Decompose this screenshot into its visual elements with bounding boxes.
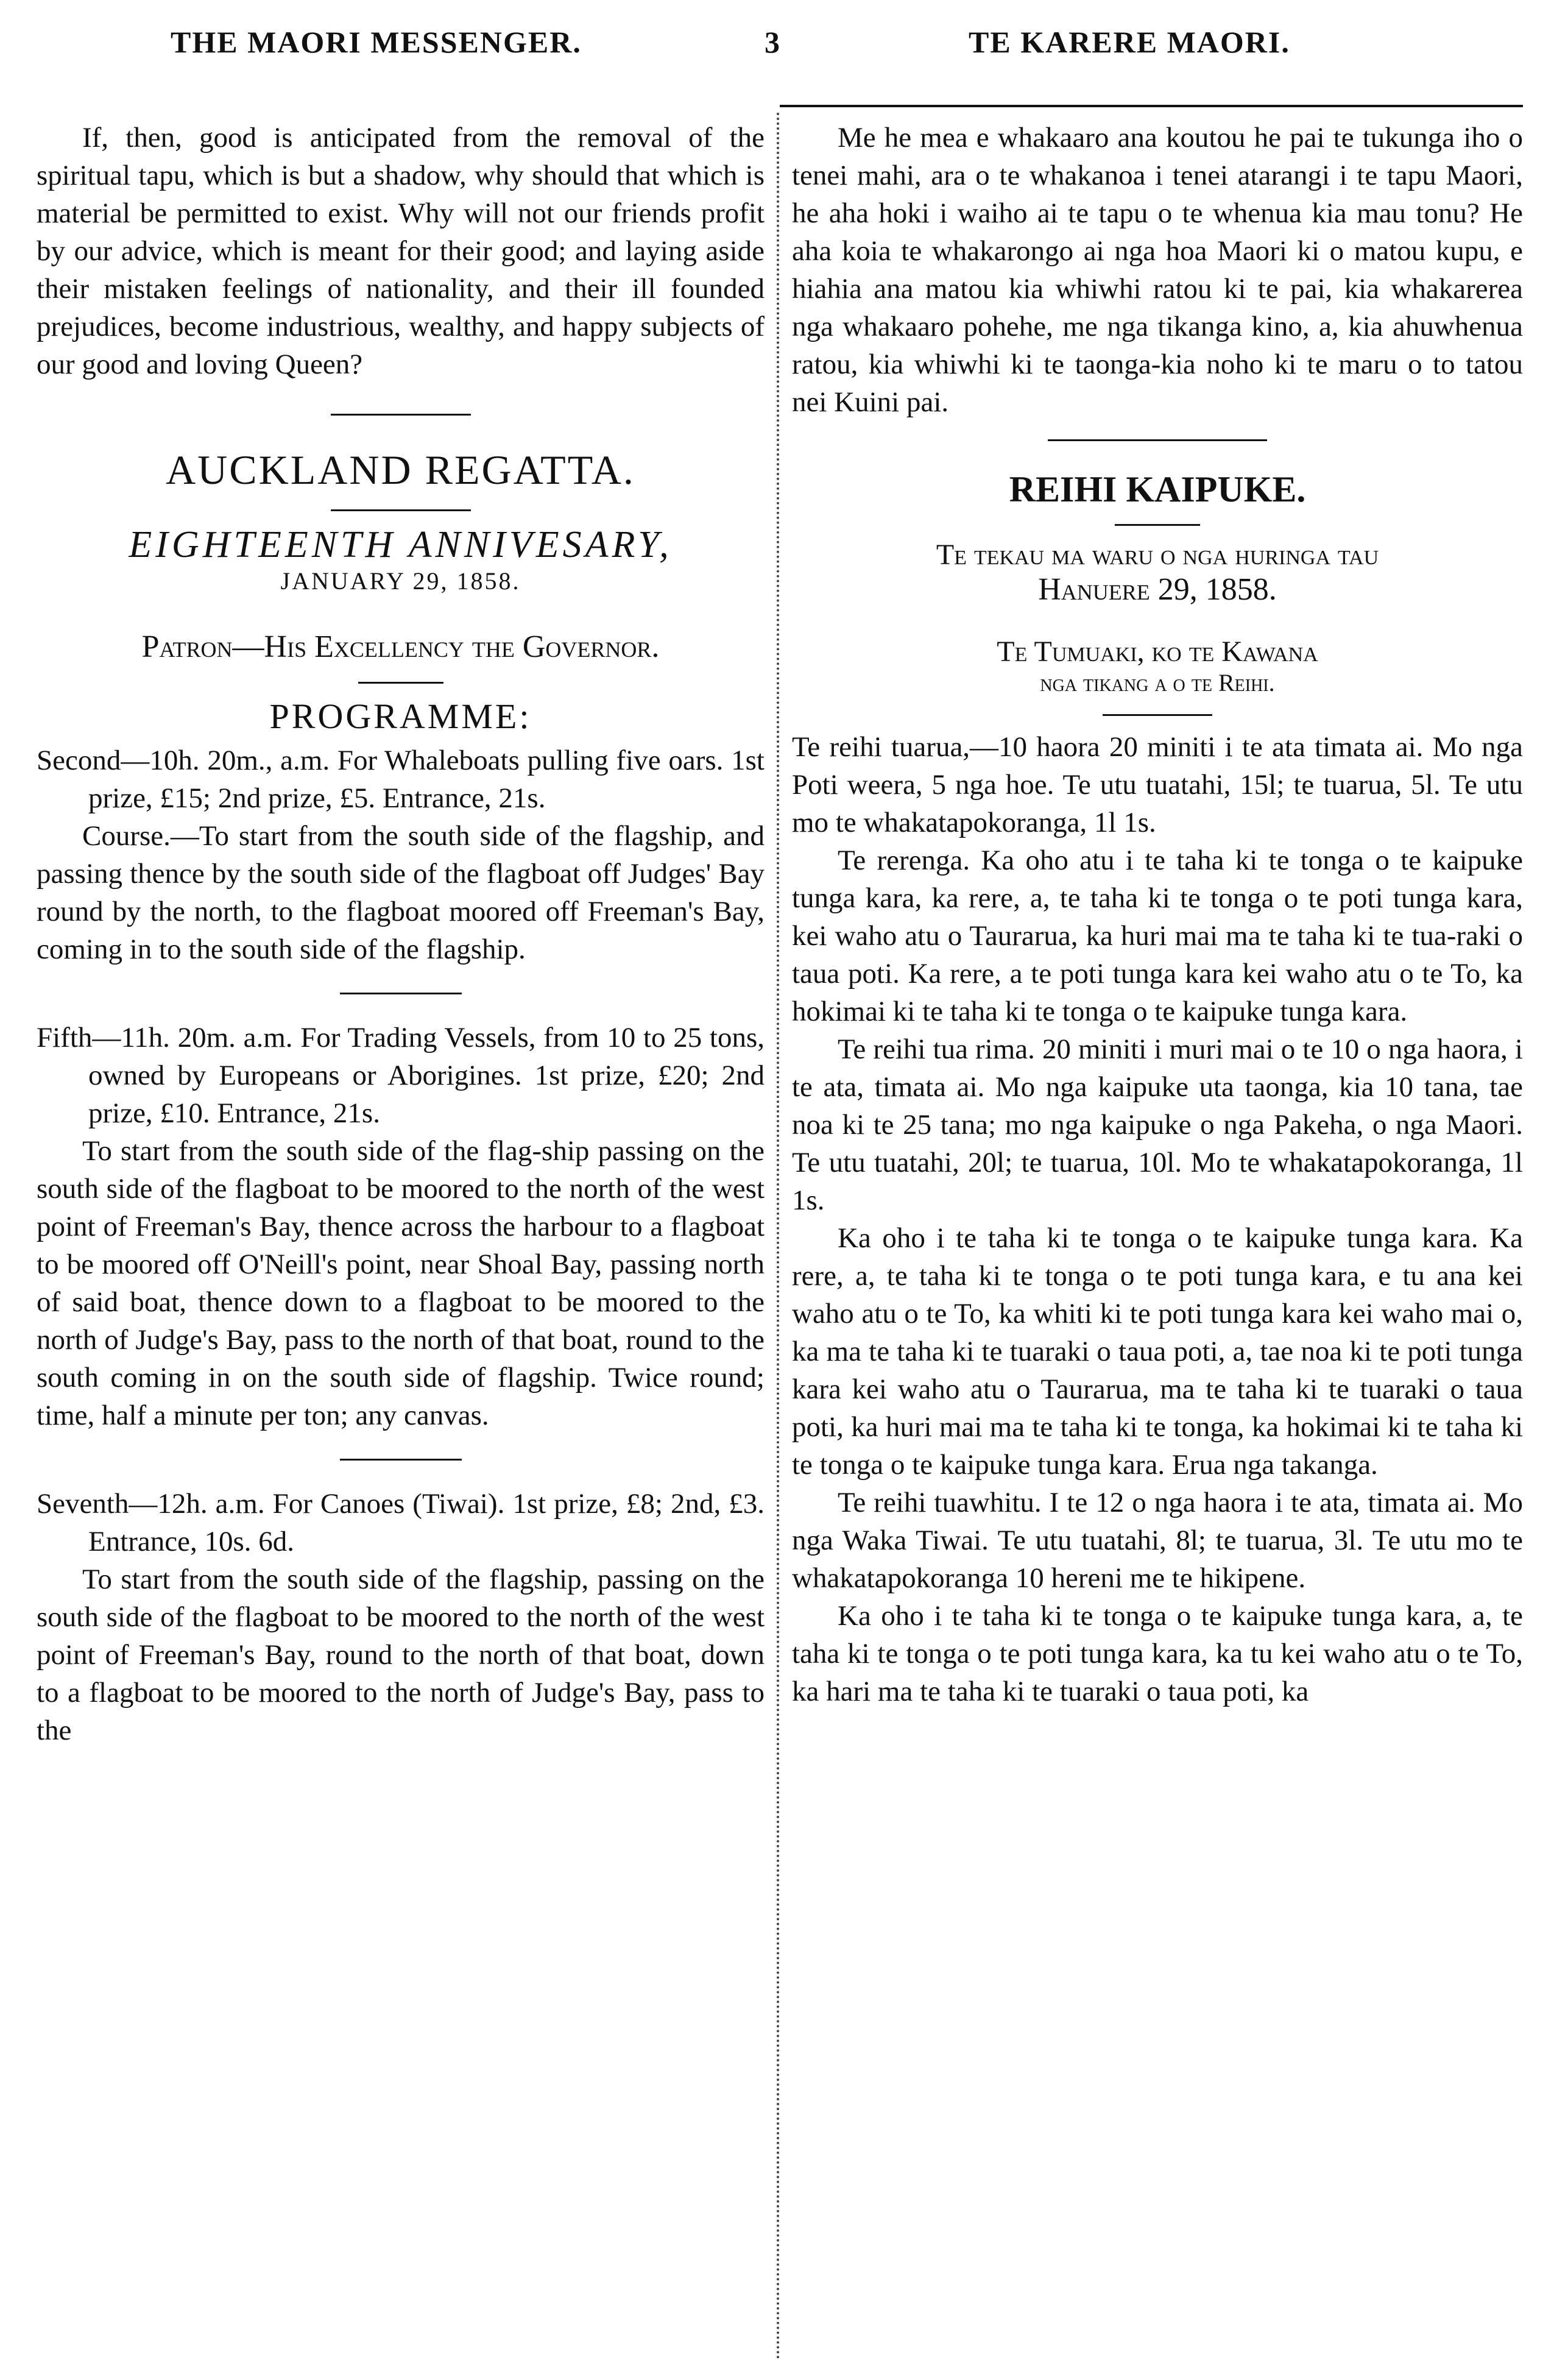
intro-paragraph-maori: Me he mea e whakaaro ana koutou he pai te tukunga iho o tenei mahi, ara o te whakanoa i tenei atarangi i te tapu Maori, he aha hoki i waiho ai te tapu o te whenua kia mau tonu? He aha koia te whakarongo ai nga hoa Maori ki o matou kupu, e hiahia ana matou kia whiwhi ratou ki te pai, kia whakarerea nga whakaaro pohehe, me nga tikanga kino, a, kia ahuwhenua ratou, kia whiwhi ki te taonga-kia noho ki te maru o to tatou nei Kuini pai. <box>792 122 1523 418</box>
header-rule <box>780 105 1523 107</box>
header-title-english: THE MAORI MESSENGER. <box>171 25 582 59</box>
race-seventh-details: Seventh—12h. a.m. For Canoes (Tiwai). 1st prize, £8; 2nd, £3. Entrance, 10s. 6d. <box>37 1488 765 1557</box>
race-rule <box>340 1459 462 1461</box>
page-number: 3 <box>765 25 781 59</box>
header-title-maori: TE KARERE MAORI. <box>969 25 1290 59</box>
race-seventh-course: To start from the south side of the flagship, passing on the south side of the flagboat to be moored to the north of the west point of Freeman's Bay, round to the north of that boat, down to a flagboat to be moored to the north of Judge's Bay, pass to the <box>37 1564 765 1746</box>
race-rule <box>340 993 462 994</box>
intro-paragraph-english: If, then, good is anticipated from the removal of the spiritual tapu, which is but a shadow, why should that which is material be permitted to exist. Why will not our friends profit by our advice, which is meant for their good; and laying aside their mistaken feelings of nationality, and their ill founded prejudices, become industrious, wealthy, and happy subjects of our good and loving Queen? <box>37 122 765 380</box>
section-rule <box>331 414 471 416</box>
race5-details-maori: Te reihi tua rima. 20 miniti i muri mai o te 10 o nga haora, i te ata, timata ai. Mo nga kaipuke uta taonga, kia 10 tana, tae noa ki te 25 tana; mo nga kaipuke o nga Pakeha, o nga Maori. Te utu tuatahi, 20l; te tuarua, 10l. Mo te whakatapokoranga, 1l 1s. <box>792 1033 1523 1216</box>
regatta-title: AUCKLAND REGATTA. <box>166 447 635 493</box>
column-divider <box>777 113 779 2361</box>
programme-heading: PROGRAMME: <box>269 696 532 736</box>
running-header <box>0 24 1554 73</box>
race-second-course: Course.—To start from the south side of the flagship, and passing thence by the south side of the flagboat off Judges' Bay round by the north, to the flagboat moored off Freeman's Bay, coming in to the south side of the flagship. <box>37 820 765 965</box>
anniversary-subtitle-maori: Te tekau ma waru o nga huringa tau <box>936 539 1379 571</box>
rules-line-maori: nga tikang a o te Reihi. <box>1040 669 1275 696</box>
patron-line-maori: Te Tumuaki, ko te Kawana <box>997 636 1318 668</box>
regatta-date: JANUARY 29, 1858. <box>280 567 521 595</box>
race2-details-maori: Te reihi tuarua,—10 haora 20 miniti i te ata timata ai. Mo nga Poti weera, 5 nga hoe. Te utu tuatahi, 15l; te tuarua, 5l. Te utu mo te whakatapokoranga, 1l 1s. <box>792 731 1523 838</box>
title-rule <box>1115 524 1200 526</box>
race5-course-maori: Ka oho i te taha ki te tonga o te kaipuke tunga kara. Ka rere, a, te taha ki te tonga o te poti tunga kara, e tu ana kei waho atu o te To, ka whiti ki te poti tunga kara kei waho mai o, ka ma te taha ki te tuaraki o taua poti, a, tae noa ki te poti tunga kara kei waho atu o Taurarua, ma te taha ki te tuaraki o taua poti, ka huri mai ma te taha ki te tonga, ka hokimai ki te taha ki te tonga o te kaipuke tunga kara. Erua nga takanga. <box>792 1222 1523 1481</box>
race-fifth-course: To start from the south side of the flag-ship passing on the south side of the flagboat to be moored to the north of the west point of Freeman's Bay, thence across the harbour to a flagboat to be moored off O'Neill's point, near Shoal Bay, passing north of said boat, thence down to a flagboat to be moored to the north of Judge's Bay, pass to the north of that boat, round to the south coming in on the south side of flagship. Twice round; time, half a minute per ton; any canvas. <box>37 1135 765 1431</box>
anniversary-subtitle: EIGHTEENTH ANNIVESARY, <box>129 524 673 565</box>
title-rule <box>331 509 471 511</box>
race-second-details: Second—10h. 20m., a.m. For Whaleboats pulling five oars. 1st prize, £15; 2nd prize, £5. Entrance, 21s. <box>37 745 765 814</box>
section-rule <box>1048 439 1267 441</box>
race2-course-maori: Te rerenga. Ka oho atu i te taha ki te tonga o te kaipuke tunga kara, ka rere, a, te taha ki te tonga o te poti tunga kara, kei waho atu o Taurarua, ka huri mai ma te taha ki te tua-raki o taua poti. Ka rere, a te poti tunga kara kei waho atu o te To, ka hokimai ki te taha ki te tonga o te kaipuke tunga kara. <box>792 845 1523 1027</box>
race-fifth-details: Fifth—11h. 20m. a.m. For Trading Vessels, from 10 to 25 tons, owned by Europeans or Aborigines. 1st prize, £20; 2nd prize, £10. Entrance, 21s. <box>37 1022 765 1129</box>
patron-rule <box>358 682 443 684</box>
regatta-date-maori: Hanuere 29, 1858. <box>1038 572 1277 607</box>
patron-line: Patron—His Excellency the Governor. <box>141 629 660 664</box>
patron-rule <box>1103 714 1212 716</box>
race7-course-maori: Ka oho i te taha ki te tonga o te kaipuke tunga kara, a, te taha ki te tonga o te poti tunga kara, ka tu kei waho atu o te To, ka hari ma te taha ki te tuaraki o taua poti, ka <box>792 1600 1523 1707</box>
english-column <box>37 119 765 1749</box>
regatta-title-maori: REIHI KAIPUKE. <box>1009 469 1306 509</box>
race7-details-maori: Te reihi tuawhitu. I te 12 o nga haora i te ata, timata ai. Mo nga Waka Tiwai. Te utu tuatahi, 8l; te tuarua, 3l. Te utu mo te whakatapokoranga 10 hereni me te hikipene. <box>792 1487 1523 1594</box>
maori-column <box>792 119 1523 1710</box>
